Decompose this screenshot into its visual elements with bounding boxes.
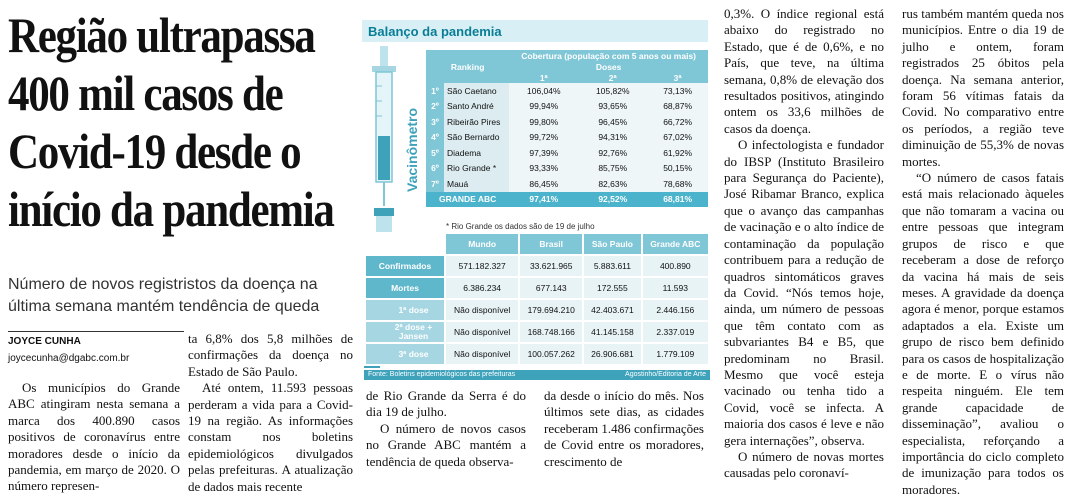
paragraph: O número de novos casos no Grande ABC mantém a tendência de queda observa- [366,420,526,469]
ranking-row [426,114,708,130]
stats-cell: Não disponível [445,343,519,365]
headline-line: Covid-19 desde o [8,123,301,179]
stats-corner [365,233,445,255]
ranking-value: 92,76% [578,145,647,161]
ranking-position: 3º [426,114,444,130]
total-label: GRANDE ABC [426,192,509,208]
doses-header: Doses [509,61,708,72]
ranking-city: São Caetano [444,83,509,99]
ranking-value: 85,75% [578,161,647,177]
dose-col: 1ª [509,72,578,83]
ranking-value: 99,72% [509,130,578,146]
ranking-row [426,145,708,161]
paragraph: O infectologista e fundador do IBSP (Instituto Brasileiro para Segurança do Paciente), José Ribamar Branco, explica que o avanço das campanhas de vacinação e o alto índice de contaminação da população contribuem para a redução de quadros sintomáticos graves da Covid. “Nós temos hoje, ainda, um número de pessoas que têm contato com as subvariantes B4 e B5, que predominam no Brasil. Mesmo que você esteja vacinado ou tenha tido a Covid, você se infecta. A maioria dos casos é leve e não gera internações”, observa. [724,137,884,448]
divider [8,331,184,332]
ranking-value: 106,04% [509,83,578,99]
stats-col-header: Brasil [519,233,583,255]
headline-line: Região ultrapassa [8,7,315,63]
total-value: 68,81% [647,192,708,208]
ranking-value: 66,72% [647,114,708,130]
article-column-6 [902,6,1064,498]
headline-line: 400 mil casos de [8,65,283,121]
article-column-4 [544,388,704,470]
ranking-position: 7º [426,176,444,192]
total-row [426,192,708,208]
paragraph: Os municípios do Grande ABC atingiram nesta semana a marca dos 400.890 casos positivos de coronavírus entre moradores desde o início da pandemia, em março de 2020. O número represen- [8,380,180,494]
ranking-value: 86,45% [509,176,578,192]
ranking-value: 61,92% [647,145,708,161]
ranking-city: Rio Grande * [444,161,509,177]
stats-cell: 33.621.965 [519,255,583,277]
stats-cell: 1.779.109 [642,343,709,365]
ranking-value: 96,45% [578,114,647,130]
stats-cell: 41.145.158 [583,321,641,343]
ranking-value: 73,13% [647,83,708,99]
ranking-header: Ranking [426,50,509,83]
ranking-row [426,130,708,146]
stats-cell: Não disponível [445,321,519,343]
author-email[interactable]: joycecunha@dgabc.com.br [8,353,130,364]
stats-cell: 179.694.210 [519,299,583,321]
subhead [8,274,353,318]
ranking-value: 99,94% [509,99,578,115]
ranking-note: * Rio Grande os dados são de 19 de julho [446,222,595,231]
ranking-value: 93,65% [578,99,647,115]
subhead-line: Número de novos registristos da doença na [8,276,318,293]
paragraph: ta 6,8% dos 5,8 milhões de confirmações da doença no Estado de São Paulo. [188,331,353,379]
stats-cell: 11.593 [642,277,709,299]
ranking-city: Santo André [444,99,509,115]
coverage-header: Cobertura (população com 5 anos ou mais) [509,50,708,61]
ranking-value: 105,82% [578,83,647,99]
ranking-row [426,161,708,177]
syringe-icon [366,46,406,246]
stats-cell: 42.403.671 [583,299,641,321]
total-value: 92,52% [578,192,647,208]
ranking-city: Diadema [444,145,509,161]
stats-cell: 2.446.156 [642,299,709,321]
ranking-value: 97,39% [509,145,578,161]
article-column-3 [366,388,526,470]
ranking-city: Ribeirão Pires [444,114,509,130]
ranking-row [426,176,708,192]
ranking-city: São Bernardo [444,130,509,146]
ranking-value: 99,80% [509,114,578,130]
stats-cell: 5.883.611 [583,255,641,277]
headline [8,6,334,238]
ranking-value: 68,87% [647,99,708,115]
source-credit: Fonte: Boletins epidemiológicos das prefeituras [368,371,516,378]
paragraph: Até ontem, 11.593 pessoas perderam a vida para a Covid-19 na região. As informações constam nos boletins epidemiológicos divulgados pelas prefeituras. A atualização de dados mais recente [188,380,353,494]
author-name: JOYCE CUNHA [8,336,81,347]
stats-cell: 6.386.234 [445,277,519,299]
stats-cell: 172.555 [583,277,641,299]
paragraph: 0,3%. O índice regional está abaixo do registrado no Estado, que é de 0,6%, e no País, que teve, na última semana, 0,8% de elevação dos resultados positivos, atingindo ontem os 33,6 milhões de casos da doença. [724,6,884,136]
ranking-table [426,50,708,207]
paragraph: “O número de casos fatais está mais relacionado àqueles que não tomaram a vacina ou entre pessoas que integram grupos de risco e que receberam a dose de reforço da vacina há mais de seis meses. A gravidade da doença agora é menor, porque estamos adaptados a ela. Existe um grupo de risco bem definido para os casos de hospitalização e de morte. E o vírus não respeita ninguém. Ele tem grande capacidade de disseminação”, avaliou o especialista, reforçando a importância do ciclo completo de imunização para todos os moradores. [902,170,1064,497]
stats-cell: 100.057.262 [519,343,583,365]
ranking-position: 4º [426,130,444,146]
total-value: 97,41% [509,192,578,208]
art-credit: Agostinho/Editoria de Arte [625,371,706,378]
dose-label: 1ª dose [365,299,445,321]
stats-col-header: Mundo [445,233,519,255]
stats-cell: 26.906.681 [583,343,641,365]
stats-cell: 677.143 [519,277,583,299]
dose-label: 3ª dose [365,343,445,365]
ranking-position: 2º [426,99,444,115]
mortes-label: Mortes [365,277,445,299]
stats-cell: Não disponível [445,299,519,321]
ranking-value: 50,15% [647,161,708,177]
ranking-value: 93,33% [509,161,578,177]
stats-cell: 571.182.327 [445,255,519,277]
infographic-title: Balanço da pandemia [368,24,502,39]
dose-col: 3ª [647,72,708,83]
ranking-position: 6º [426,161,444,177]
ranking-row [426,83,708,99]
dose-col: 2ª [578,72,647,83]
paragraph: O número de novas mortes causadas pelo coronaví- [724,448,884,481]
ranking-value: 94,31% [578,130,647,146]
ranking-position: 5º [426,145,444,161]
stats-col-header: São Paulo [583,233,641,255]
headline-line: início da pandemia [8,181,334,237]
article-column-5 [724,6,884,482]
ranking-position: 1º [426,83,444,99]
article-column-2 [188,331,353,495]
ranking-city: Mauá [444,176,509,192]
ranking-value: 82,63% [578,176,647,192]
stats-table [364,232,710,366]
stats-cell: 400.890 [642,255,709,277]
paragraph: da desde o início do mês. Nos últimos sete dias, as cidades receberam 1.486 confirmações de Covid entre os moradores, crescimento de [544,388,704,469]
vacinometro-label: Vacinômetro [404,107,420,192]
subhead-line: última semana mantém tendência de queda [8,298,320,315]
paragraph: de Rio Grande da Serra é do dia 19 de julho. [366,388,526,420]
stats-cell: 2.337.019 [642,321,709,343]
confirmados-label: Confirmados [365,255,445,277]
article-column-1 [8,380,180,495]
stats-cell: 168.748.166 [519,321,583,343]
ranking-value: 78,68% [647,176,708,192]
infographic-footer [364,370,710,380]
ranking-value: 67,02% [647,130,708,146]
stats-col-header: Grande ABC [642,233,709,255]
paragraph: rus também mantém queda nos municípios. Entre o dia 19 de julho e ontem, foram registrados 25 óbitos pela doença. Na semana anterior, foram 56 vítimas fatais da Covid. No comparativo entre os períodos, a região teve diminuição de 55,3% de novas mortes. [902,6,1064,169]
dose-label: 2ª dose + Jansen [365,321,445,343]
ranking-row [426,99,708,115]
